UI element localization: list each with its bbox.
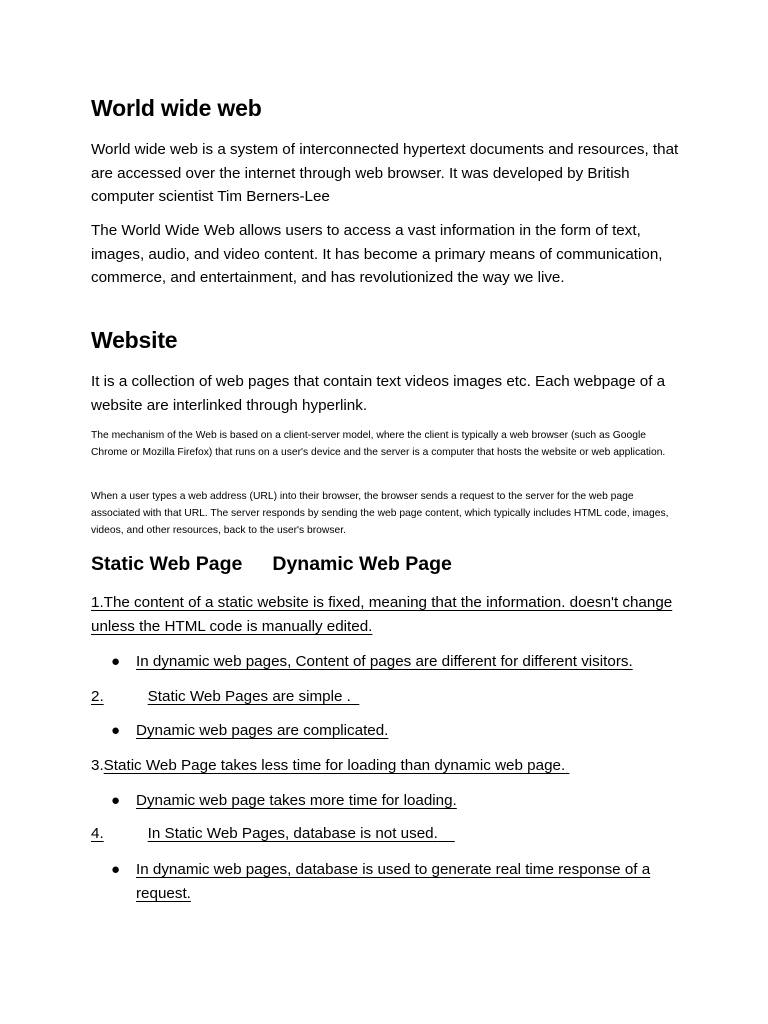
comparison-heading (91, 553, 452, 576)
bullet-icon: ● (111, 792, 121, 809)
bullet-icon: ● (111, 722, 121, 739)
static-item-4: 4. In Static Web Pages, database is not used. (91, 825, 438, 842)
dynamic-bullet-2: ● Dynamic web pages are complicated. (91, 719, 691, 743)
dynamic-bullet-1: ● In dynamic web pages, Content of pages are different for different visitors. (91, 650, 691, 674)
static-item-2: 2. Static Web Pages are simple . (91, 688, 351, 705)
dynamic-bullet-3: ● Dynamic web page takes more time for loading. (91, 789, 691, 813)
www-paragraph-1: World wide web is a system of interconnected hypertext documents and resources, that are accessed over the internet through web browser. It was developed by British computer scientist Tim Berners-Lee (91, 141, 679, 205)
bullet-icon: ● (111, 861, 121, 878)
heading-static-web-page: Static Web Page (91, 553, 243, 575)
website-paragraph: It is a collection of web pages that contain text videos images etc. Each webpage of a website are interlinked through hyperlink. (91, 373, 666, 414)
bullet-icon: ● (111, 653, 121, 670)
heading-website: Website (91, 327, 178, 353)
heading-world-wide-web: World wide web (91, 95, 262, 121)
dynamic-bullet-4: ● In dynamic web pages, database is used to generate real time response of a request. (91, 858, 681, 906)
url-request-paragraph: When a user types a web address (URL) into their browser, the browser sends a request to the server for the web page associated with that URL. The server responds by sending the web page content, which typically includes HTML code, images, videos, and other resources, back to the user's browser. (91, 491, 669, 536)
heading-dynamic-web-page: Dynamic Web Page (272, 553, 452, 575)
static-item-1: 1.The content of a static website is fixed, meaning that the information. doesn't change unless the HTML code is manually edited. (91, 594, 673, 635)
static-item-3: 3.Static Web Page takes less time for loading than dynamic web page. (91, 757, 566, 774)
www-paragraph-2: The World Wide Web allows users to access a vast information in the form of text, images, audio, and video content. It has become a primary means of communication, commerce, and entertainment, and has revolutionized the way we live. (91, 222, 663, 286)
client-server-paragraph: The mechanism of the Web is based on a client-server model, where the client is typically a web browser (such as Google Chrome or Mozilla Firefox) that runs on a user's device and the server is a computer that hosts the website or web application. (91, 430, 666, 458)
